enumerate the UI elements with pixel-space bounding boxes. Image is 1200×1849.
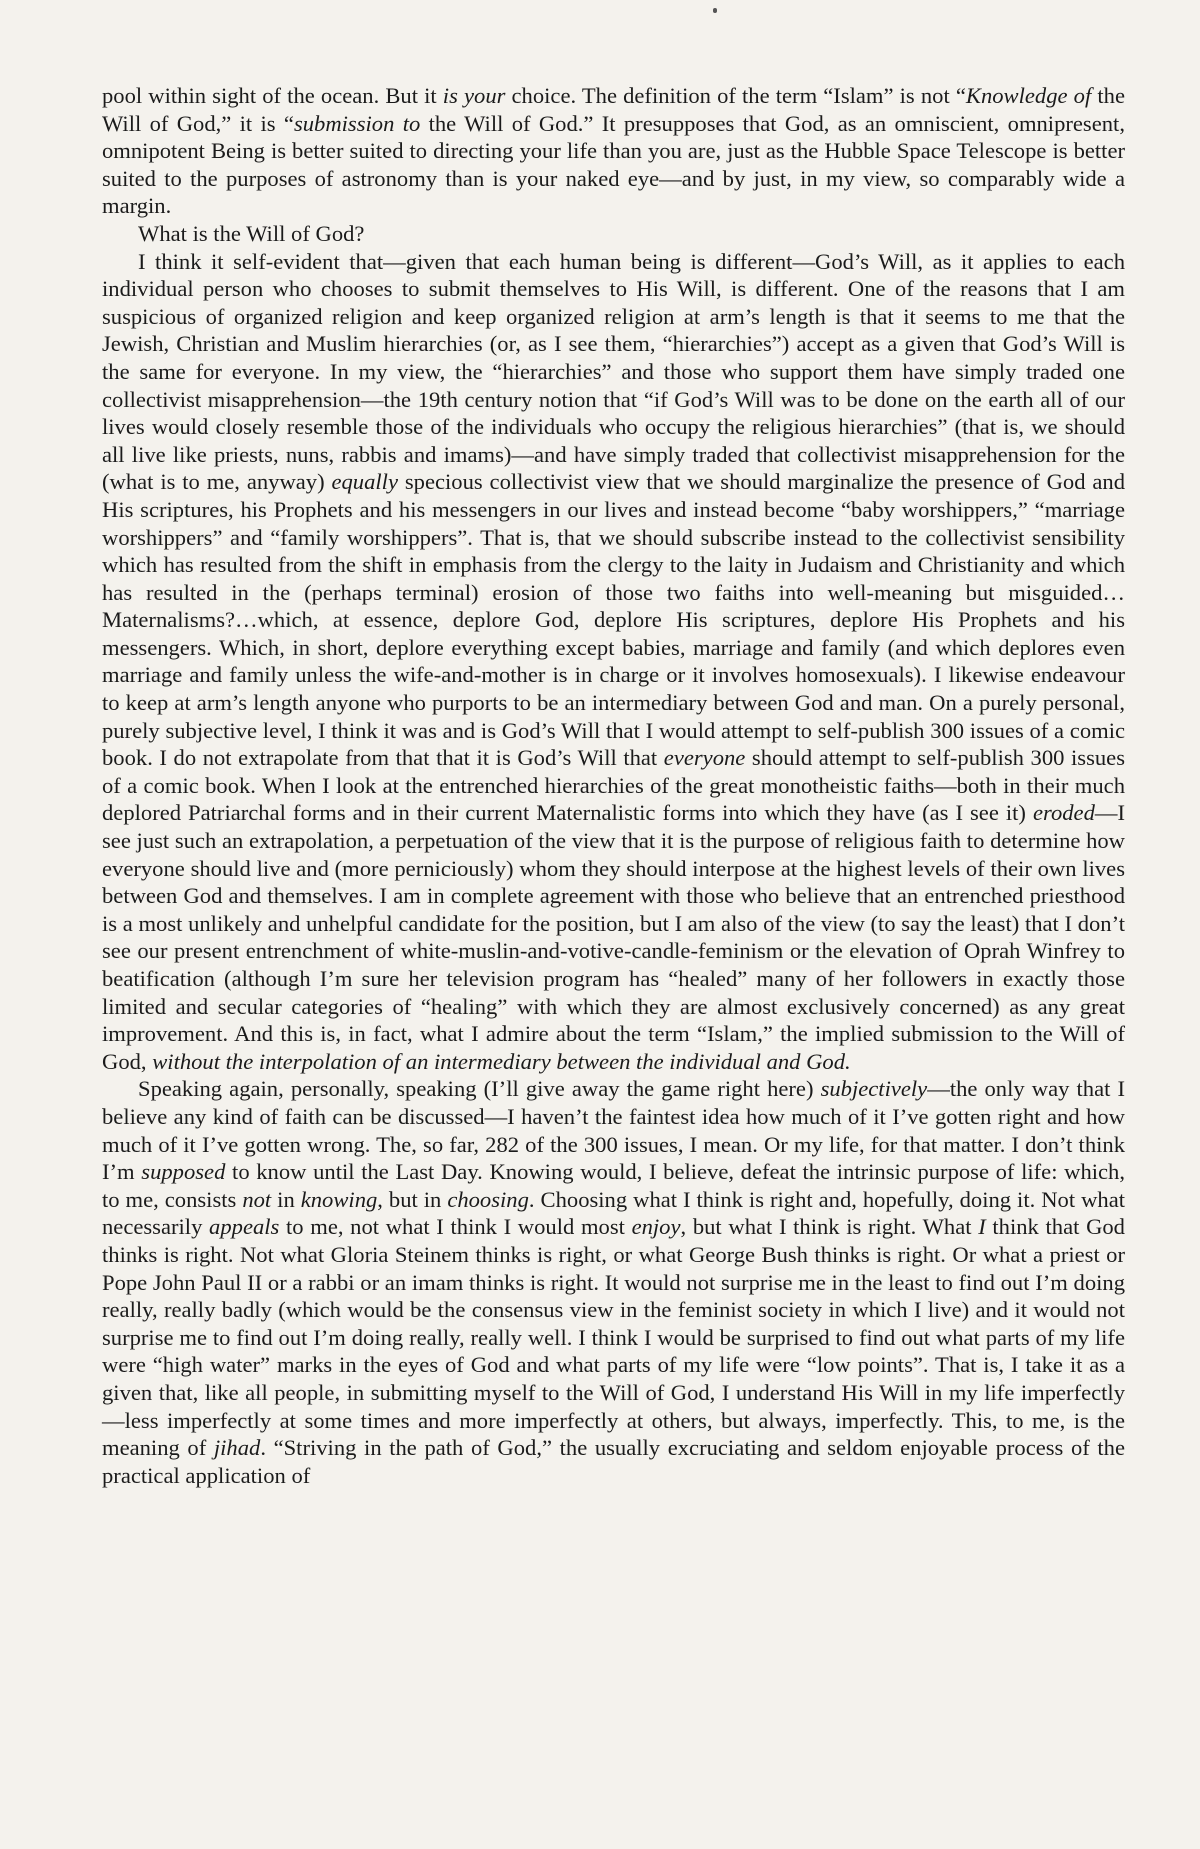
text-span: should attempt to self-publish 300 issues of a comic book. When I look at the entrenched hierarchies of the great monotheistic faiths—both in their much deplored Patriarchal forms and in their current Maternalistic forms into which they have (as I see it) [102, 745, 1125, 826]
scan-speck [713, 8, 717, 13]
text-span-italic: eroded [1032, 800, 1095, 826]
text-span: , but what I think is right. What [680, 1214, 979, 1240]
text-span: I think it self-evident that—given that each human being is different—God’s Will, as it applies to each individual person who chooses to submit themselves to His Will, is different. One of the reasons that I am suspicious of organized religion and keep organized religion at arm’s length is that it seems to me that the Jewish, Christian and Muslim hierarchies (or, as I see them, “hierarchies”) accept as a given that God’s Will is the same for everyone. In my view, the “hierarchies” and those who support them have simply traded one collectivist misapprehension—the 19th century notion that “if God’s Will was to be done on the earth all of our lives would closely resemble those of the individuals who occupy the religious hierarchies” (that is, we should all live like priests, nuns, rabbis and imams)—and have simply traded that collectivist misapprehension for the (what is to me, anyway) [102, 248, 1125, 495]
text-span: —I see just such an extrapolation, a perpetuation of the view that it is the purpose of religious faith to determine how everyone should live and (more perniciously) whom they should interpose at the highest levels of their own lives between God and themselves. I am in complete agreement with those who believe that an entrenched priesthood is a most unlikely and unhelpful candidate for the position, but I am also of the view (to say the least) that I don’t see our present entrenchment of white-muslin-and-votive-candle-feminism or the elevation of Oprah Winfrey to beatification (although I’m sure her television program has “healed” many of her followers in exactly those limited and secular categories of “healing” with which they are almost exclusively concerned) as any great improvement. And this is, in fact, what I admire about the term “Islam,” the implied submission to the Will of God, [102, 800, 1125, 1074]
text-span: think that God thinks is right. Not what Gloria Steinem thinks is right, or what George Bush thinks is right. Or what a priest or Pope John Paul II or a rabbi or an imam thinks is right. It would not surprise me in the least to find out I’m doing really, really badly (which would be the consensus view in the feminist society in which I live) and it would not surprise me to find out I’m doing really, really well. I think I would be surprised to find out what parts of my life were “high water” marks in the eyes of God and what parts of my life were “low points”. That is, I take it as a given that, like all people, in submitting myself to the Will of God, I understand His Will in my life imperfectly—less imperfectly at some times and more imperfectly at others, but always, imperfectly. This, to me, is the meaning of [102, 1214, 1125, 1461]
text-span-italic: everyone [663, 745, 746, 771]
text-span: What is the Will of God? [138, 220, 365, 246]
text-span-italic: appeals [209, 1214, 280, 1240]
text-span: choice. The definition of the term “Islam” is not “ [505, 83, 966, 108]
text-span: to know until the Last Day. Knowing would, I believe, defeat the intrinsic purpose of life: which, to me, consists [102, 1159, 1125, 1212]
text-span: —the only way that I believe any kind of faith can be discussed—I haven’t the faintest idea how much of it I’ve gotten right and how much of it I’ve gotten wrong. The, so far, 282 of the 300 issues, I mean. Or my life, for that matter. I don’t think I’m [102, 1076, 1125, 1185]
text-span: the Will of God.” It presupposes that God, as an omniscient, omnipresent, omnipotent Being is better suited to directing your life than you are, just as the Hubble Space Telescope is better suited to the purposes of astronomy than is your naked eye—and by just, in my view, so comparably wide a margin. [102, 110, 1125, 219]
document-body [102, 82, 1125, 1489]
text-span-italic: submission to [293, 110, 421, 136]
text-span-italic: knowing [300, 1186, 378, 1212]
text-span: . Choosing what I think is right and, hopefully, doing it. Not what necessarily [102, 1186, 1126, 1240]
text-span-italic: jihad [213, 1435, 261, 1461]
text-span-italic: I [978, 1214, 986, 1240]
text-span: , but in [377, 1186, 448, 1212]
paragraph-2 [102, 220, 1125, 248]
text-span-italic: enjoy [631, 1214, 681, 1240]
text-span-italic: is your [442, 83, 506, 108]
paragraph-1 [102, 82, 1125, 220]
text-span: to me, not what I think I would most [279, 1214, 632, 1240]
text-span: Speaking again, personally, speaking (I’ll give away the game right here) [138, 1076, 821, 1102]
text-span: . “Striving in the path of God,” the usually excruciating and seldom enjoyable process of the practical application of [102, 1435, 1125, 1488]
text-span-italic: Knowledge of [965, 83, 1092, 108]
text-span-italic: equally [331, 469, 398, 495]
text-span: pool within sight of the ocean. But it [102, 83, 443, 108]
text-span-italic: supposed [141, 1159, 226, 1185]
text-span-italic: choosing [447, 1186, 529, 1212]
text-span: specious collectivist view that we should marginalize the presence of God and His scriptures, his Prophets and his messengers in our lives and instead become “baby worshippers,” “marriage worshippers” and “family worshippers”. That is, that we should subscribe instead to the collectivist sensibility which has resulted from the shift in emphasis from the clergy to the laity in Judaism and Christianity and which has resulted in the (perhaps terminal) erosion of those two faiths into well-meaning but misguided…Maternalisms?…which, at essence, deplore God, deplore His scriptures, deplore His Prophets and his messengers. Which, in short, deplore everything except babies, marriage and family (and which deplores even marriage and family unless the wife-and-mother is in charge or it involves homosexuals). I likewise endeavour to keep at arm’s length anyone who purports to be an intermediary between God and man. On a purely personal, purely subjective level, I think it was and is God’s Will that I would attempt to self-publish 300 issues of a comic book. I do not extrapolate from that that it is God’s Will that [102, 469, 1125, 771]
text-span-italic: subjectively [820, 1076, 928, 1102]
text-span: the Will of God,” it is “ [102, 83, 1125, 136]
text-span-italic: without the interpolation of an intermediary between the individual and God. [152, 1048, 851, 1074]
paragraph-4 [102, 1075, 1125, 1489]
text-span: in [271, 1186, 301, 1212]
paragraph-3 [102, 248, 1125, 1076]
text-span-italic: not [242, 1186, 272, 1212]
